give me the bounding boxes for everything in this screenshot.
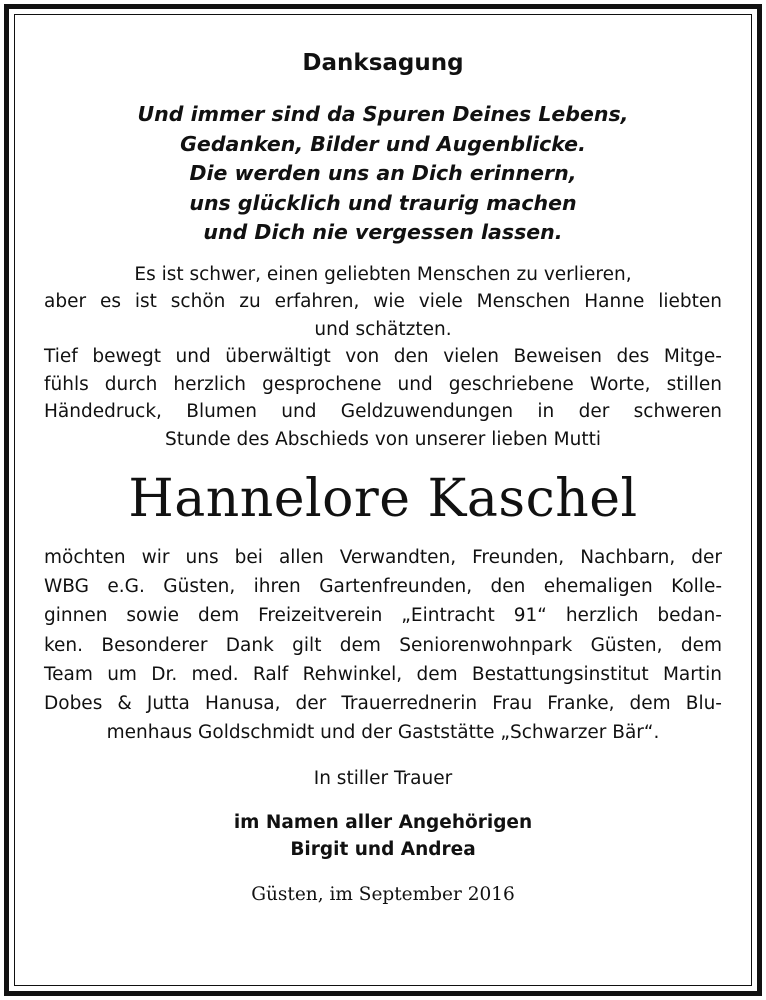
deceased-name: Hannelore Kaschel	[128, 469, 638, 529]
mourning-line: In stiller Trauer	[313, 768, 453, 790]
intro-line: Es ist schwer, einen geliebten Menschen zu verlieren,	[134, 263, 632, 285]
poem-verse	[44, 100, 722, 248]
place-date: Güsten, im September 2016	[251, 884, 515, 906]
thanks-line: möchten wir uns bei allen Verwandten, Freunden, Nachbarn, der	[44, 547, 722, 568]
obituary-notice	[44, 46, 722, 908]
notice-heading: Danksagung	[302, 50, 464, 76]
thanks-paragraph	[44, 543, 722, 747]
poem-line: Und immer sind da Spuren Deines Lebens,	[137, 102, 629, 126]
thanks-line: ken. Besonderer Dank gilt dem Seniorenwohnpark Güsten, dem	[44, 634, 722, 656]
poem-line: uns glücklich und traurig machen	[189, 190, 577, 215]
poem-line: Die werden uns an Dich erinnern,	[189, 161, 577, 185]
thanks-line: ginnen sowie dem Freizeitverein „Eintracht 91“ herzlich bedan-	[44, 605, 722, 627]
poem-line: Gedanken, Bilder und Augenblicke.	[180, 131, 586, 156]
intro-line: fühls durch herzlich gesprochene und geschriebene Worte, stillen	[44, 373, 722, 395]
intro-line: Händedruck, Blumen und Geldzuwendungen in der schweren	[44, 401, 722, 422]
poem-line: und Dich nie vergessen lassen.	[203, 220, 563, 244]
thanks-line: Dobes & Jutta Hanusa, der Trauerrednerin Frau Franke, dem Blu-	[44, 693, 722, 715]
intro-line: Stunde des Abschieds von unserer lieben Mutti	[165, 428, 601, 450]
intro-line: aber es ist schön zu erfahren, wie viele Menschen Hanne liebten	[44, 291, 722, 312]
intro-line: und schätzten.	[314, 318, 452, 340]
spacer	[44, 747, 722, 766]
signatories	[44, 809, 722, 863]
thanks-line: Team um Dr. med. Ralf Rehwinkel, dem Bestattungsinstitut Martin	[44, 663, 722, 685]
intro-paragraph	[44, 261, 722, 454]
thanks-line: WBG e.G. Güsten, ihren Gartenfreunden, den ehemaligen Kolle-	[44, 576, 722, 598]
intro-line: Tief bewegt und überwältigt von den vielen Beweisen des Mitge-	[44, 346, 722, 367]
thanks-line: menhaus Goldschmidt und der Gaststätte „Schwarzer Bär“.	[106, 722, 660, 744]
on-behalf-line: im Namen aller Angehörigen	[233, 812, 533, 834]
signatory-names: Birgit und Andrea	[290, 839, 476, 861]
